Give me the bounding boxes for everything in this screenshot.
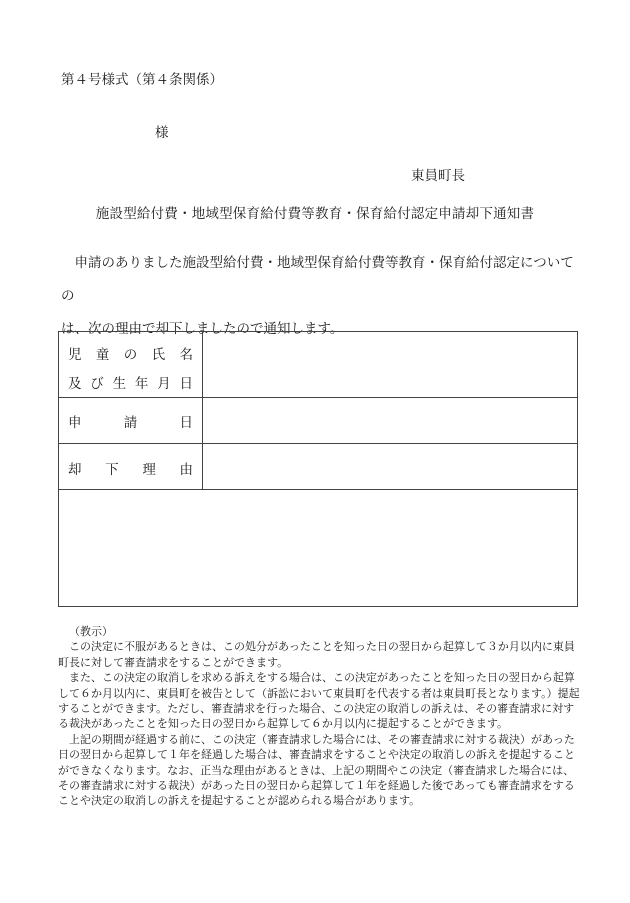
label-char: 請: [123, 415, 138, 431]
child-label-line-1: [68, 343, 193, 363]
rejection-reason-value-cell: [204, 444, 577, 489]
rejection-reason-label: [59, 444, 203, 489]
application-date-row: [59, 398, 577, 444]
form-number: 第４号様式（第４条関係）: [61, 72, 223, 88]
label-char: 生: [112, 376, 127, 392]
rejection-reason-row: [59, 444, 577, 490]
label-char: 由: [179, 462, 193, 478]
application-date-label: [59, 398, 203, 443]
application-date-value-cell: [204, 398, 577, 443]
child-label: [59, 332, 203, 397]
label-char: 下: [105, 462, 119, 478]
child-value-cell: [204, 332, 577, 397]
notice-paragraph: また、この決定の取消しを求める訴えをする場合は、この決定があったことを知った日の翌日から起算して６か月以内に、東員町を被告として（訴訟において東員町を代表する者は東員町長となります。）提起することができます。ただし、審査請求を行った場合、この決定の取消しの訴えは、その審査請求に対する裁決があったことを知った日の翌日から起算して６か月以内に提起することができます。: [58, 671, 580, 731]
notice-paragraph: 上記の期間が経過する前に、この決定（審査請求した場合には、その審査請求に対する裁決）があった日の翌日から起算して１年を経過した場合は、審査請求をすることや決定の取消しの訴えを提起することができなくなります。なお、正当な理由があるときは、上記の期間やこの決定（審査請求した場合には、その審査請求に対する裁決）があった日の翌日から起算して１年を経過した後であっても審査請求をすることや決定の取消しの訴えを提起することが認められる場合があります。: [58, 732, 575, 808]
label-char: 日: [179, 376, 193, 392]
issuer-name: 東員町長: [411, 168, 465, 184]
legal-notice: [58, 624, 580, 809]
notice-paragraph: この決定に不服があるときは、この処分があったことを知った日の翌日から起算して３か月以内に東員町長に対して審査請求をすることができます。: [58, 640, 575, 669]
document-title: 施設型給付費・地域型保育給付費等教育・保育給付認定申請却下通知書: [95, 206, 535, 222]
label-char: 年: [134, 376, 149, 392]
rejection-reason-label-line: [68, 458, 193, 478]
info-table: [58, 331, 578, 607]
label-char: 却: [68, 462, 82, 478]
label-char: 月: [157, 376, 171, 392]
child-label-line-2: [68, 372, 193, 392]
intro-line-1: 申請のありました施設型給付費・地域型保育給付費等教育・保育給付認定についての: [61, 255, 574, 304]
rejection-details-area: [59, 490, 577, 606]
notice-heading: （教示）: [69, 625, 113, 638]
child-row: [59, 332, 577, 398]
label-char: 氏: [151, 347, 166, 363]
label-char: び: [90, 376, 104, 392]
label-char: の: [123, 347, 138, 363]
intro-line-2: は、次の理由で却下しましたので通知します。: [61, 321, 344, 337]
label-char: 日: [179, 415, 193, 431]
label-char: 申: [68, 415, 82, 431]
label-char: 児: [68, 347, 82, 363]
label-char: 及: [68, 376, 82, 392]
label-char: 名: [179, 347, 193, 363]
application-date-label-line: [68, 411, 193, 431]
addressee-honorific: 様: [155, 125, 169, 141]
label-char: 理: [142, 462, 156, 478]
label-char: 童: [95, 347, 110, 363]
